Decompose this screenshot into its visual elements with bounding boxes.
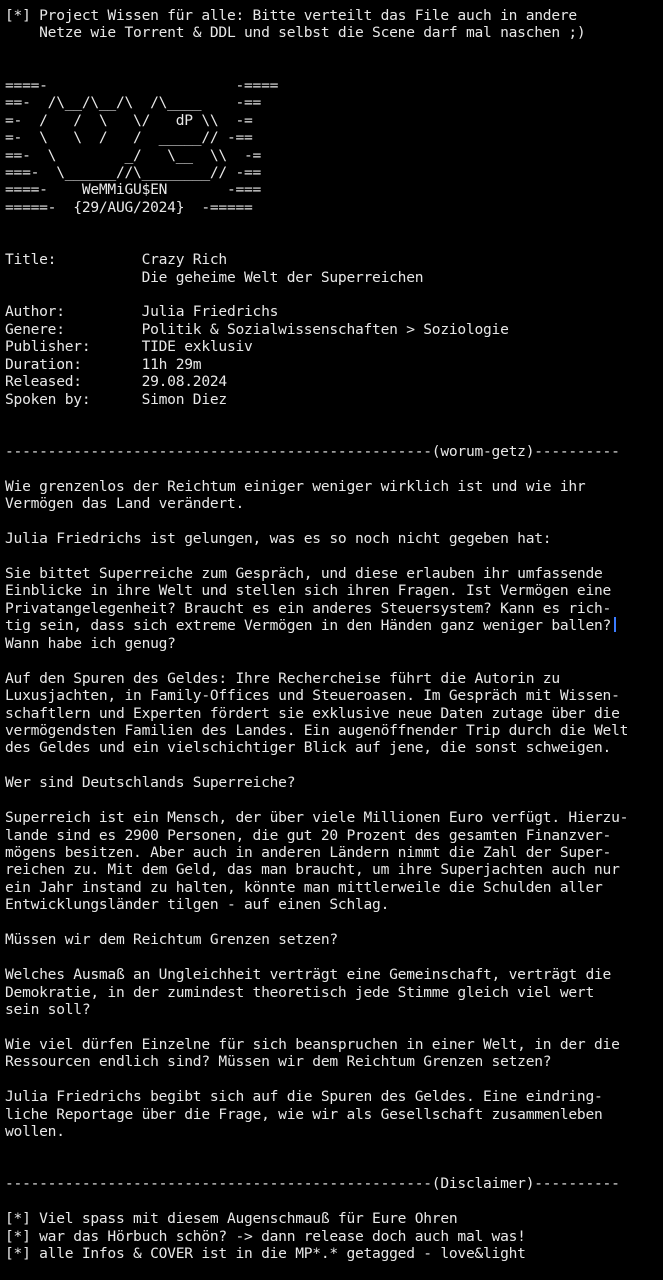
nfo-line: Julia Friedrichs ist gelungen, was es so noch nicht gegeben hat:: [5, 530, 552, 548]
text-cursor: [614, 617, 616, 632]
nfo-line: [5, 216, 663, 233]
nfo-line: Released: 29.08.2024: [5, 373, 227, 391]
nfo-line: [*] Project Wissen für alle: Bitte verteilt das File auch in andere: [5, 7, 577, 24]
nfo-line: Die geheime Welt der Superreichen: [5, 268, 424, 286]
nfo-line: [5, 949, 663, 966]
nfo-line: [5, 59, 663, 76]
nfo-line: =- \ \ / / _____// -==: [5, 129, 253, 147]
nfo-line: [5, 757, 663, 774]
nfo-line: [5, 408, 663, 425]
nfo-line: [5, 513, 663, 530]
nfo-line: [5, 1140, 663, 1157]
nfo-line: [5, 548, 663, 565]
nfo-line: Wer sind Deutschlands Superreiche?: [5, 774, 296, 792]
nfo-line: vermögendsten Familien des Landes. Ein augenöffnender Trip durch die Welt: [5, 721, 629, 739]
nfo-line: [5, 914, 663, 931]
nfo-line: Sie bittet Superreiche zum Gespräch, und diese erlauben ihr umfassende: [5, 565, 603, 582]
nfo-line: --------------------------------------------------(worum-getz)----------: [5, 442, 620, 460]
nfo-line: --------------------------------------------------(Disclaimer)----------: [5, 1175, 620, 1193]
nfo-line: Wie grenzenlos der Reichtum einiger weniger wirklich ist und wie ihr: [5, 477, 586, 495]
nfo-line: liche Reportage über die Frage, wie wir als Gesellschaft zusammenleben: [5, 1105, 603, 1123]
nfo-line: tig sein, dass sich extreme Vermögen in den Händen ganz weniger ballen?: [5, 617, 663, 634]
nfo-line: Superreich ist ein Mensch, der über viele Millionen Euro verfügt. Hierzu-: [5, 809, 629, 827]
nfo-line: Müssen wir dem Reichtum Grenzen setzen?: [5, 931, 338, 949]
nfo-line: schaftlern und Experten fördert sie exklusive neue Daten zutage über die: [5, 704, 620, 722]
nfo-line: Ressourcen endlich sind? Müssen wir dem Reichtum Grenzen setzen?: [5, 1053, 552, 1071]
nfo-line: wollen.: [5, 1123, 65, 1140]
nfo-line: [5, 286, 663, 303]
nfo-line: =====- {29/AUG/2024} -=====: [5, 198, 253, 216]
nfo-line: ==- /\__/\__/\ /\____ -==: [5, 94, 262, 112]
nfo-line: Welches Ausmaß an Ungleichheit verträgt eine Gemeinschaft, verträgt die: [5, 966, 612, 984]
nfo-line: [5, 426, 663, 443]
nfo-line: [5, 234, 663, 251]
nfo-line: Wie viel dürfen Einzelne für sich beanspruchen in einer Welt, in der die: [5, 1035, 620, 1053]
nfo-line: [5, 42, 663, 59]
nfo-line: Author: Julia Friedrichs: [5, 303, 279, 321]
nfo-line: Netze wie Torrent & DDL und selbst die Scene darf mal naschen ;): [5, 24, 586, 42]
nfo-line: ====- -====: [5, 76, 279, 94]
nfo-line: [5, 1071, 663, 1088]
nfo-line: Spoken by: Simon Diez: [5, 390, 227, 408]
nfo-line: [5, 460, 663, 477]
nfo-line: Duration: 11h 29m: [5, 355, 202, 373]
nfo-line: [5, 1158, 663, 1175]
nfo-line: Demokratie, in der zumindest theoretisch jede Stimme gleich viel wert: [5, 983, 594, 1001]
nfo-line: mögens besitzen. Aber auch in anderen Ländern nimmt die Zahl der Super-: [5, 844, 612, 861]
nfo-line: [*] Viel spass mit diesem Augenschmauß für Eure Ohren: [5, 1210, 458, 1228]
nfo-line: [5, 652, 663, 669]
nfo-line: des Geldes und ein vielschichtiger Blick auf jene, die sonst schweigen.: [5, 739, 612, 757]
nfo-line: [*] alle Infos & COVER ist in die MP*.* getagged - love&light: [5, 1245, 526, 1263]
nfo-line: [5, 1193, 663, 1210]
nfo-line: ==- \ _/ \__ \\ -=: [5, 146, 262, 164]
nfo-line: Luxusjachten, in Family-Offices und Steueroasen. Im Gespräch mit Wissen-: [5, 687, 620, 705]
nfo-line: ein Jahr instand zu halten, könnte man mittlerweile die Schulden aller: [5, 878, 603, 896]
nfo-line: [5, 1018, 663, 1035]
nfo-line: Wann habe ich genug?: [5, 634, 176, 652]
nfo-line: Einblicke in ihre Welt und stellen sich ihren Fragen. Ist Vermögen eine: [5, 582, 612, 600]
nfo-line: Publisher: TIDE exklusiv: [5, 338, 253, 356]
nfo-line: reichen zu. Mit dem Geld, das man braucht, um ihre Superjachten auch nur: [5, 861, 620, 879]
nfo-line: Julia Friedrichs begibt sich auf die Spuren des Geldes. Eine eindring-: [5, 1088, 603, 1106]
nfo-line: Genere: Politik & Sozialwissenschaften > Soziologie: [5, 320, 509, 338]
nfo-line: Vermögen das Land verändert.: [5, 495, 245, 513]
nfo-line: Title: Crazy Rich: [5, 251, 227, 269]
nfo-line: ====- WeMMiGU$EN -===: [5, 181, 262, 199]
nfo-line: ===- \______//\________// -==: [5, 163, 262, 181]
nfo-line: [5, 792, 663, 809]
nfo-line: Auf den Spuren des Geldes: Ihre Rechercheise führt die Autorin zu: [5, 669, 560, 687]
nfo-line: =- / / \ \/ dP \\ -=: [5, 111, 253, 129]
nfo-line: lande sind es 2900 Personen, die gut 20 Prozent des gesamten Finanzver-: [5, 826, 612, 844]
nfo-line: Privatangelegenheit? Braucht es ein anderes Steuersystem? Kann es rich-: [5, 599, 612, 617]
nfo-line: [*] war das Hörbuch schön? -> dann release doch auch mal was!: [5, 1227, 526, 1245]
nfo-line: Entwicklungsländer tilgen - auf einen Schlag.: [5, 896, 390, 914]
nfo-line: sein soll?: [5, 1000, 91, 1018]
